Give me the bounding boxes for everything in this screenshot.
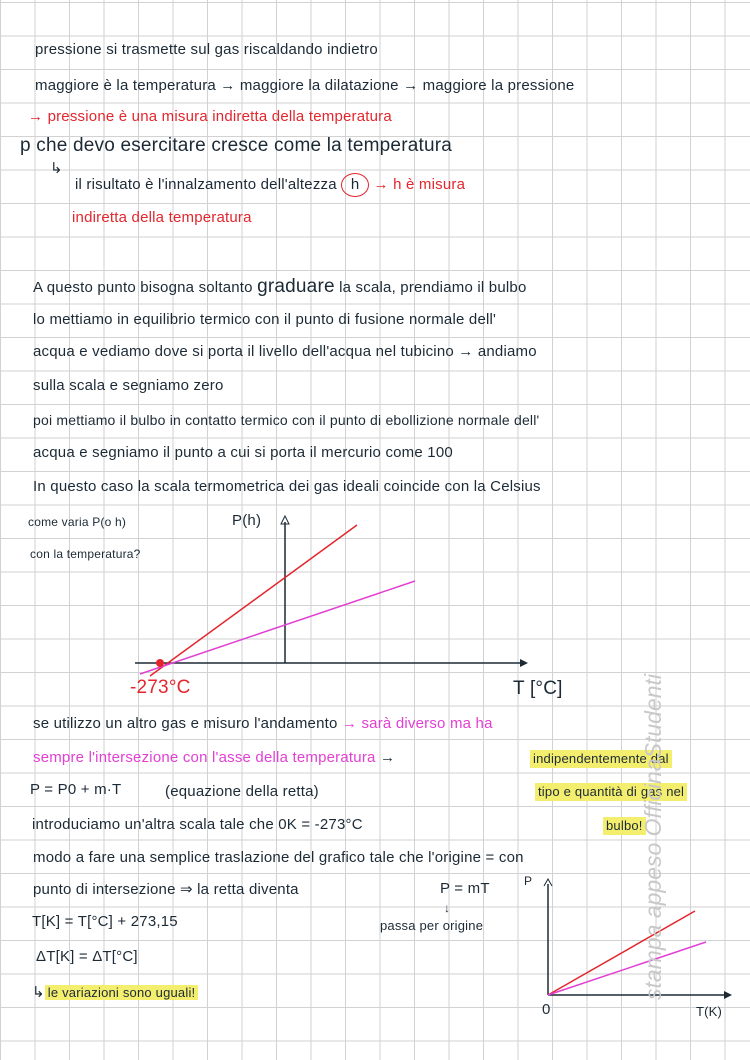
magenta-line <box>140 581 415 674</box>
note-line <box>33 749 395 767</box>
intercept-point <box>156 659 164 667</box>
graph-kelvin <box>544 879 732 999</box>
equation-line: T[K] = T[°C] + 273,15 <box>32 913 178 930</box>
highlight-note: bulbo! <box>603 817 646 835</box>
graph2-origin-label: 0 <box>542 1001 551 1018</box>
arrow-icon: ↳ <box>32 984 45 1001</box>
watermark: stampa appeso OfficinaStudenti <box>640 673 666 1000</box>
down-arrow-icon: ↓ <box>444 901 451 915</box>
note-line: p che devo esercitare cresce come la temperatura <box>20 135 453 156</box>
note-line <box>32 984 198 1002</box>
note-text: graduare <box>257 276 335 297</box>
equation-line: P = P0 + m·T <box>30 781 122 798</box>
arrow-icon: → <box>379 749 396 766</box>
note-text: A questo punto bisogna soltanto <box>33 279 253 296</box>
graph1-intercept-label: -273°C <box>130 677 191 698</box>
red-line <box>150 525 357 676</box>
note-line: acqua e vediamo dove si porta il livello dell'acqua nel tubicino → andiamo <box>33 343 537 360</box>
note-line-red: indiretta della temperatura <box>72 209 252 226</box>
equation: P = mT <box>440 880 490 897</box>
highlight-note: le variazioni sono uguali! <box>45 985 199 1000</box>
x-axis-arrow-icon <box>724 991 732 999</box>
highlight-note: tipo e quantità di gas nel <box>535 783 687 801</box>
note-line <box>33 715 493 733</box>
note-text-magenta: sempre l'intersezione con l'asse della temperatura <box>33 749 376 766</box>
circled-h: h <box>341 173 369 197</box>
note-line: acqua e segniamo il punto a cui si porta il mercurio come 100 <box>33 444 453 461</box>
note-line: lo mettiamo in equilibrio termico con il punto di fusione normale dell' <box>33 311 497 328</box>
x-axis-arrow-icon <box>520 659 528 667</box>
note-line: modo a fare una semplice traslazione del grafico tale che l'origine = con <box>33 849 524 866</box>
highlight-note: indipendentemente dal <box>530 750 672 768</box>
question-line: con la temperatura? <box>30 547 141 561</box>
graph1-x-label: T [°C] <box>513 678 563 699</box>
note-text: la scala, prendiamo il bulbo <box>339 279 527 296</box>
note-line: In questo caso la scala termometrica dei gas ideali coincide con la Celsius <box>33 478 541 495</box>
arrow-icon: ↳ <box>50 160 63 177</box>
note-line: introduciamo un'altra scala tale che 0K = -273°C <box>32 816 363 833</box>
note-line: sulla scala e segniamo zero <box>33 377 224 394</box>
question-line: come varia P(o h) <box>28 515 127 529</box>
graph2-y-label: P <box>524 874 533 888</box>
equation-line: ΔT[K] = ΔT[°C] <box>36 948 138 965</box>
note-text: il risultato è l'innalzamento dell'altezza <box>75 176 337 193</box>
note-text-magenta: → sarà diverso ma ha <box>341 715 493 732</box>
graph-celsius <box>135 516 528 676</box>
graph1-y-label: P(h) <box>232 512 262 529</box>
note-line: pressione si trasmette sul gas riscaldando indietro <box>35 41 378 58</box>
note-line: maggiore è la temperatura → maggiore la dilatazione → maggiore la pressione <box>35 77 575 94</box>
graph2-x-label: T(K) <box>696 1004 723 1019</box>
note-text: se utilizzo un altro gas e misuro l'andamento <box>33 715 338 732</box>
note-line: poi mettiamo il bulbo in contatto termico con il punto di ebollizione normale dell' <box>33 412 540 428</box>
note-line: passa per origine <box>380 918 484 933</box>
note-line-red: → pressione è una misura indiretta della temperatura <box>28 108 392 125</box>
note-line: punto di intersezione ⇒ la retta diventa <box>33 881 299 898</box>
note-text-red: → h è misura <box>373 176 466 193</box>
note-line: (equazione della retta) <box>165 783 319 800</box>
